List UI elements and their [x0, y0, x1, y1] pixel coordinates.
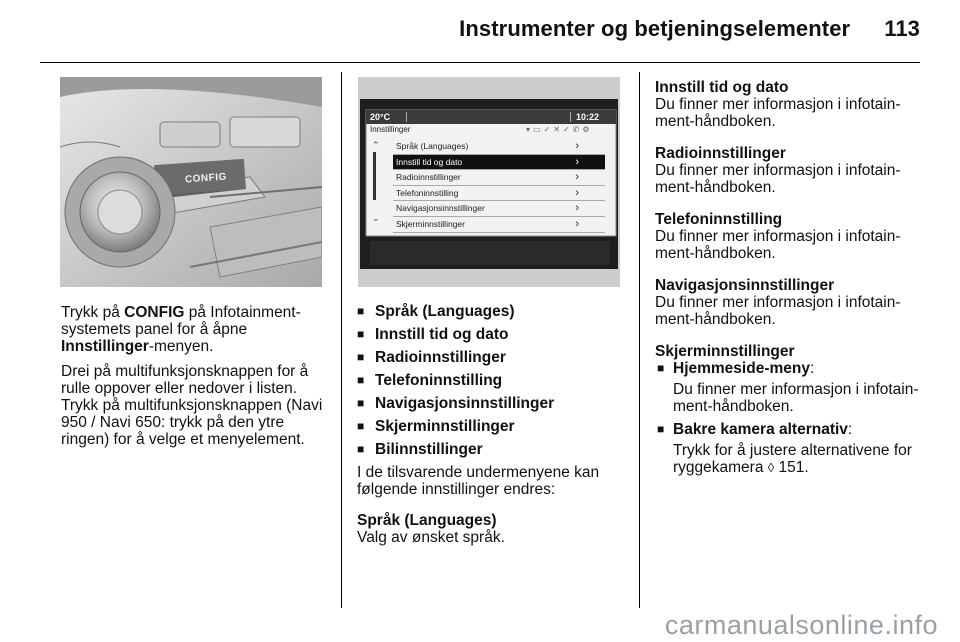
section: [655, 211, 925, 262]
section-heading: Språk (Languages): [357, 512, 497, 529]
section-text: Valg av ønsket språk.: [357, 529, 505, 546]
left-column-text: [61, 304, 331, 456]
screen-separator: [570, 112, 571, 122]
section-heading: Telefoninnstilling: [655, 211, 783, 228]
item-description: Du finner mer informasjon i infotain-ment-håndboken.: [673, 381, 919, 415]
list-item: ■ Bakre kamera alternativ: Trykk for å justere alternativene for ryggekamera ◊ 151.: [655, 421, 925, 476]
screen-title: Innstillinger: [370, 125, 411, 134]
watermark: carmanualsonline.info: [664, 610, 938, 640]
list-item: ■ Skjerminnstillinger: [357, 418, 627, 435]
knob-instructions: Drei på multifunksjonsknappen for å rulle oppover eller nedover i listen. Trykk på multifunksjonsknappen (Navi 950 / Navi 650: trykk på den ytre ringen) for å velge et menyelement.: [61, 363, 323, 448]
screen-menu-item[interactable]: Telefoninnstilling ›: [393, 186, 605, 202]
screen-menu-item[interactable]: Skjerminnstillinger ›: [393, 217, 605, 233]
screen-menu-item[interactable]: Innstill tid og dato ›: [393, 155, 605, 171]
column-divider-left: [341, 72, 342, 608]
scroll-down-icon[interactable]: ⌄: [372, 213, 380, 223]
section-heading: Radioinnstillinger: [655, 145, 786, 162]
list-item: ■ Språk (Languages): [357, 303, 627, 320]
section: [655, 145, 925, 196]
settings-menu-list: [357, 303, 627, 458]
screen-time: 10:22: [576, 112, 600, 122]
config-button-label: CONFIG: [184, 171, 228, 186]
section-text: Du finner mer informasjon i infotain-ment-håndboken.: [655, 228, 901, 262]
column-divider-right: [639, 72, 640, 608]
list-item: ■ Telefoninnstilling: [357, 372, 627, 389]
section-heading: Innstill tid og dato: [655, 79, 789, 96]
section-text: Du finner mer informasjon i infotain-ment-håndboken.: [655, 162, 901, 196]
scroll-up-icon[interactable]: ⌃: [372, 140, 380, 150]
list-item: ■ Bilinnstillinger: [357, 441, 627, 458]
screen-menu-item[interactable]: Språk (Languages) ›: [393, 139, 605, 155]
page-reference[interactable]: 151.: [778, 459, 809, 476]
submenu-intro: I de tilsvarende undermenyene kan følgende innstillinger endres:: [357, 464, 600, 498]
section: [655, 277, 925, 328]
page-number: 113: [884, 16, 920, 41]
section-heading: Navigasjonsinnstillinger: [655, 277, 835, 294]
infotainment-screen-photo: [358, 77, 620, 287]
screen-temperature: 20°C: [370, 112, 391, 122]
screen-menu-item[interactable]: Radioinnstillinger ›: [393, 170, 605, 186]
intro-paragraph: Trykk på CONFIG på Infotainment-systemets panel for å åpne Innstillinger-menyen.: [61, 304, 301, 355]
display-settings-list: [655, 360, 925, 476]
page-reference-icon: ◊: [767, 460, 775, 475]
config-button-photo: [60, 77, 322, 287]
header-rule: [40, 62, 920, 63]
item-description: Trykk for å justere alternativene for ryggekamera ◊ 151.: [673, 442, 912, 476]
screen-menu-item[interactable]: Navigasjonsinnstillinger ›: [393, 201, 605, 217]
section-heading: Skjerminnstillinger: [655, 343, 795, 360]
right-column-text: [655, 79, 925, 482]
section-text: Du finner mer informasjon i infotain-ment-håndboken.: [655, 294, 901, 328]
scroll-track[interactable]: [373, 152, 376, 200]
page-title: [320, 16, 920, 42]
section: [655, 79, 925, 130]
section-text: Du finner mer informasjon i infotain-ment-håndboken.: [655, 96, 901, 130]
list-item: ■ Radioinnstillinger: [357, 349, 627, 366]
list-item: ■ Navigasjonsinnstillinger: [357, 395, 627, 412]
list-item: ■ Innstill tid og dato: [357, 326, 627, 343]
screen-menu-list: [393, 139, 605, 233]
page-title-text: Instrumenter og betjeningselementer: [459, 16, 851, 41]
screen-separator: [406, 112, 407, 122]
list-item: ■ Hjemmeside-meny: Du finner mer informasjon i infotain-ment-håndboken.: [655, 360, 925, 415]
middle-column-text: [357, 303, 627, 546]
status-icons: ▾▭✓✕✓✆⚙: [526, 125, 593, 134]
